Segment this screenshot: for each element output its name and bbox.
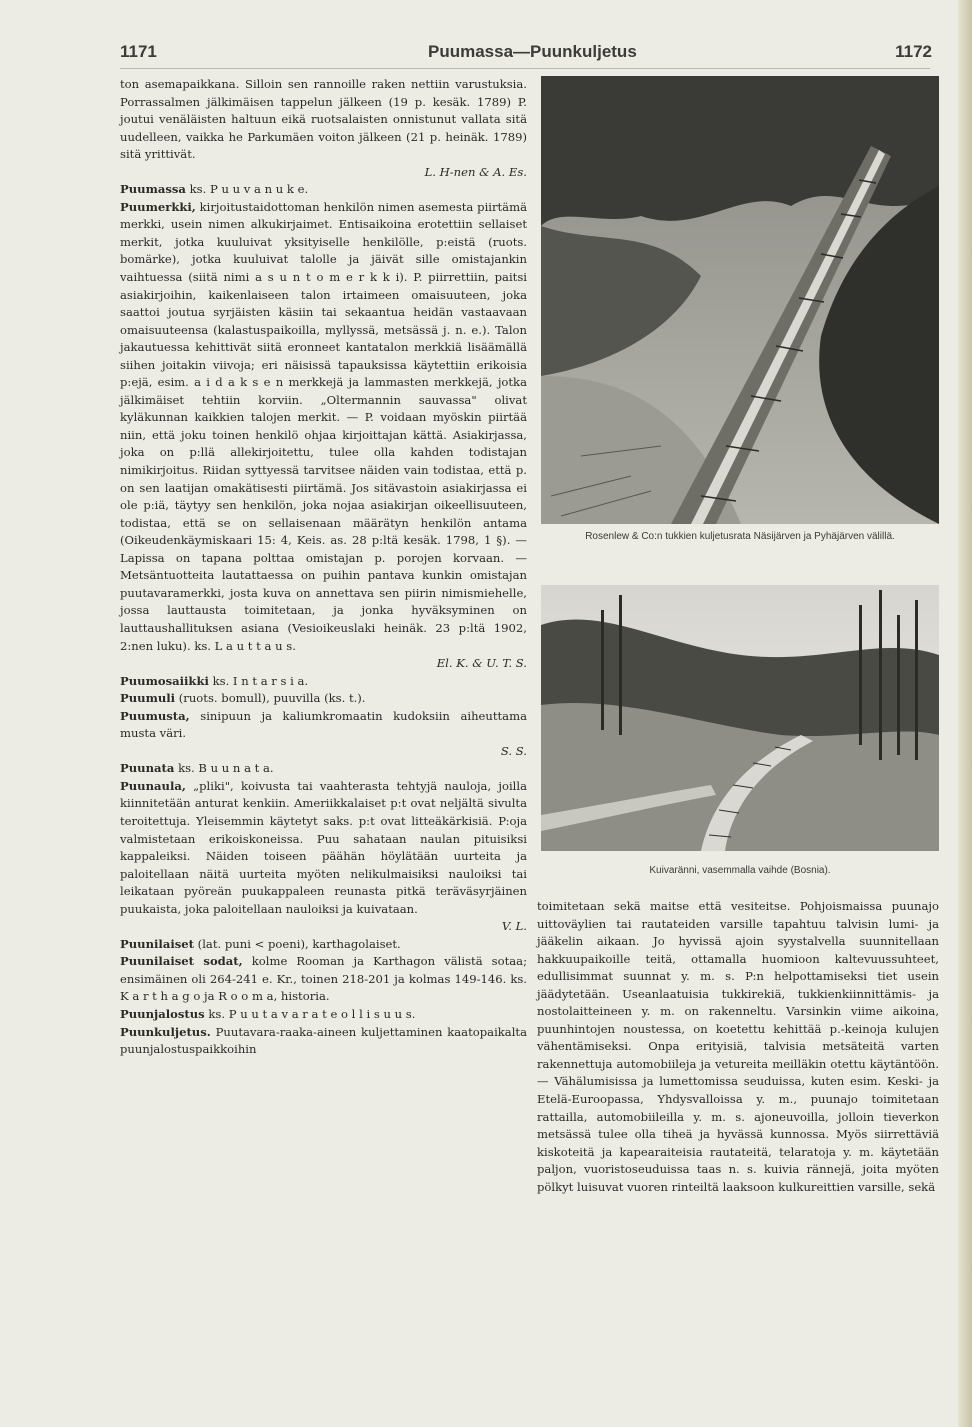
timber-slide-image (541, 585, 939, 851)
entry-signature: S. S. (500, 743, 527, 758)
figure-caption-1: Rosenlew & Co:n tukkien kuljetusrata Näsijärven ja Pyhäjärven välillä. (585, 531, 895, 542)
photo-timber-slide (541, 585, 939, 851)
entry-headword: Puumusta, (120, 708, 190, 723)
entry-puunjalostus (120, 1006, 527, 1024)
left-column (120, 76, 527, 1059)
entry-headword: Puumuli (120, 691, 176, 706)
entry-headword: Puumassa (120, 182, 186, 197)
entry-signature: V. L. (501, 919, 527, 934)
entry-text: ks. P u u v a n u k e. (185, 182, 309, 197)
entry-puumusta (120, 708, 527, 743)
entry-puunkuljetus (120, 1024, 527, 1059)
entry-text: Puutavara-raaka-aineen kuljettaminen kaatopaikalta puunjalostuspaikkoihin (120, 1024, 527, 1057)
entry-headword: Puunilaiset (120, 936, 194, 951)
entry-puunilaiset-sodat (120, 953, 527, 1006)
page-header (120, 42, 952, 66)
entry-text: kirjoitustaidottoman henkilön nimen asemesta piirtämä merkki, usein nimen alkukirjaimet. Entisaikoina erotettiin sellaiset merkit, jotka kuuluivat yksityiselle henkilölle, p:eistä (ruots. bomärke), jotka kuuluivat talolle ja jäivät sille omistajankin vaihtuessa (siitä nimi a s u n t o m e r k k i). P. piirrettiin, paitsi asiakirjoihin, kaikenlaiseen talon irtaimeen omaisuuteen, joka saattoi joutua syrjäisten käsiin tai sekaantua heidän vastaavaan omaisuuteensa (kalastuspaikoilla, myllyssä, metsässä j. n. e.). Talon jakautuessa kehittivät siitä eronneet kantatalon merkkiä lisäämällä siihen joitakin viivoja; eri näisissä tapauksissa käytettiin erikoisia p:ejä, esim. a i d a k s e n merkkejä ja lammasten merkkejä, jotka jälkimäiset tehtiin korviin. „Oltermannin sauvassa" olivat kyläkunnan kaikkien talojen merkit. — P. voidaan myöskin piirtää niin, että joku toinen henkilö ohjaa kirjoittajan kättä. Asiakirjassa, joka on p:llä allekirjoitettu, tulee olla kahden todistajan nimikirjoitus. Riidan syttyessä tarvitsee näiden vain todistaa, että p. on sen laatijan omakätisesti piirtämä. Jos sitävastoin asiakirjassa ei ole p:iä, täytyy sen henkilön, joka nojaa asiakirjan oikeellisuuteen, todistaa, että se on sellaisenaan määrätyn henkilön antama (Oikeudenkäymiskaari 15: 4, Keis. as. 28 p:ltä kesäk. 1798, 1 §). — Lapissa on tapana polttaa omistajan p. porojen korvaan. — Metsäntuotteita lautattaessa on puihin pantava kunkin omistajan puutavaramerkki, josta kuva on annettava sen piirin nimismiehelle, jossa lauttausta toimitetaan, ja jonka hyväksyminen on lauttaushallituksen asiana (Vesioikeuslaki heinäk. 23 p:ltä 1902, 2:nen luku). ks. L a u t t a u s. (120, 199, 527, 653)
entry-headword: Puunjalostus (120, 1006, 205, 1021)
header-rule (120, 68, 930, 69)
entry-headword: Puumerkki, (120, 199, 196, 214)
figure-caption-2: Kuivaränni, vasemmalla vaihde (Bosnia). (649, 865, 831, 876)
entry-puumosaiikki (120, 673, 527, 691)
page-edge (958, 0, 972, 1427)
entry-puunata (120, 760, 527, 778)
intro-signature: L. H-nen & A. Es. (424, 164, 527, 179)
page-number-right: 1172 (895, 42, 932, 61)
entry-headword: Puumosaiikki (120, 673, 209, 688)
entry-text: kolme Rooman ja Karthagon välistä sotaa; ensimäinen oli 264-241 e. Kr., toinen 218-201 ja kolmas 149-146. ks. K a r t h a g o ja R o o m a, historia. (120, 954, 527, 1004)
entry-puumassa (120, 181, 527, 199)
entry-puunaula (120, 778, 527, 918)
entry-text: (ruots. bomull), puuvilla (ks. t.). (175, 691, 366, 706)
entry-text: ks. B u u n a t a. (174, 761, 274, 776)
entry-headword: Puunilaiset sodat, (120, 954, 243, 969)
page-title: Puumassa—Puunkuljetus (428, 42, 637, 61)
entry-headword: Puunata (120, 761, 175, 776)
right-column-paragraph: toimitetaan sekä maitse että vesiteitse. Pohjoismaissa puunajo uittoväylien tai rautateiden varsille tapahtuu talvisin lumi- ja jääkelin aikaan. Jo hyvissä ajoin syystalvella suunnitellaan hakkuupaikoille teitä, ottamalla huomioon kaltevuussuhteet, edullisimmat suunnat y. m. s. P:n helpottamiseksi tiet usein jäädytetään. Useanlaatuisia tukkirekiä, tukkienkiinnittämis- ja nostolaitteineen y. m. on rakenneltu. Varsinkin viime aikoina, puunhintojen noustessa, on koetettu kehittää p.-keinoja kulujen vähentämiseksi. Onpa erityisiä, talvisia metsäteitä varten rakennettuja automobiileja ja vetureita meilläkin otettu käytäntöön. — Vähälumisissa ja lumettomissa seuduissa, kuten esim. Keski- ja Etelä-Euroopassa, Yhdysvalloissa y. m., puunajo toimitetaan rattailla, automobiileilla y. m. s. ajoneuvoilla, jolloin tieverkon metsässä tulee olla tiheä ja hyvässä kunnossa. Myös siirrettäviä kiskoteitä ja kapearaiteisia rautateitä, telaratoja y. m. käytetään paljon, vuoristoseuduissa taas n. s. kuivia rännejä, joita myöten pölkyt luisuvat vuoren rinteiltä laaksoon kulkureittien varsille, sekä (537, 899, 939, 1194)
entry-headword: Puunaula, (120, 778, 186, 793)
entry-puumerkki (120, 199, 527, 655)
photo-log-railway (541, 76, 939, 524)
entry-puumuli (120, 690, 527, 708)
log-railway-image (541, 76, 939, 524)
entry-puunilaiset (120, 936, 527, 954)
entry-headword: Puunkuljetus. (120, 1024, 211, 1039)
entry-text: (lat. puni < poeni), karthagolaiset. (194, 936, 401, 951)
entry-text: ks. I n t a r s i a. (208, 673, 309, 688)
entry-text: sinipuun ja kaliumkromaatin kudoksiin aiheuttama musta väri. (120, 708, 527, 741)
page-number-left: 1171 (120, 42, 157, 61)
entry-signature: El. K. & U. T. S. (436, 656, 527, 671)
entry-text: „pliki", koivusta tai vaahterasta tehtyjä nauloja, joilla kiinnitetään anturat kenkiin. Ameriikkalaiset p:t ovat neljältä sivulta teroitettuja. Yleisemmin käytetyt saks. p:t ovat litteäkärkisiä. P:oja valmistetaan erikoiskoneissa. Puu sahataan naulan pituisiksi kappaleiksi. Näiden toiseen päähän höylätään uurteita ja paloitellaan näitä uurteita myöten nelikulmaisiksi nauloiksi tai leikataan pyöreän puukappaleen reunasta pitkä teräväsyrjäinen puukaista, joka paloitellaan nauloiksi ja kuivataan. (120, 778, 527, 916)
right-column (537, 898, 939, 1196)
intro-paragraph: ton asemapaikkana. Silloin sen rannoille raken nettiin varustuksia. Porrassalmen jälkimäisen tappelun jälkeen (19 p. kesäk. 1789) P. joutui venäläisten haltuun eikä ruotsalaisten onnistunut vallata sitä uudelleen, vaikka he Parkumäen voiton jälkeen (21 p. heinäk. 1789) sitä yrittivät. (120, 77, 527, 162)
entry-text: ks. P u u t a v a r a t e o l l i s u u s. (204, 1006, 416, 1021)
